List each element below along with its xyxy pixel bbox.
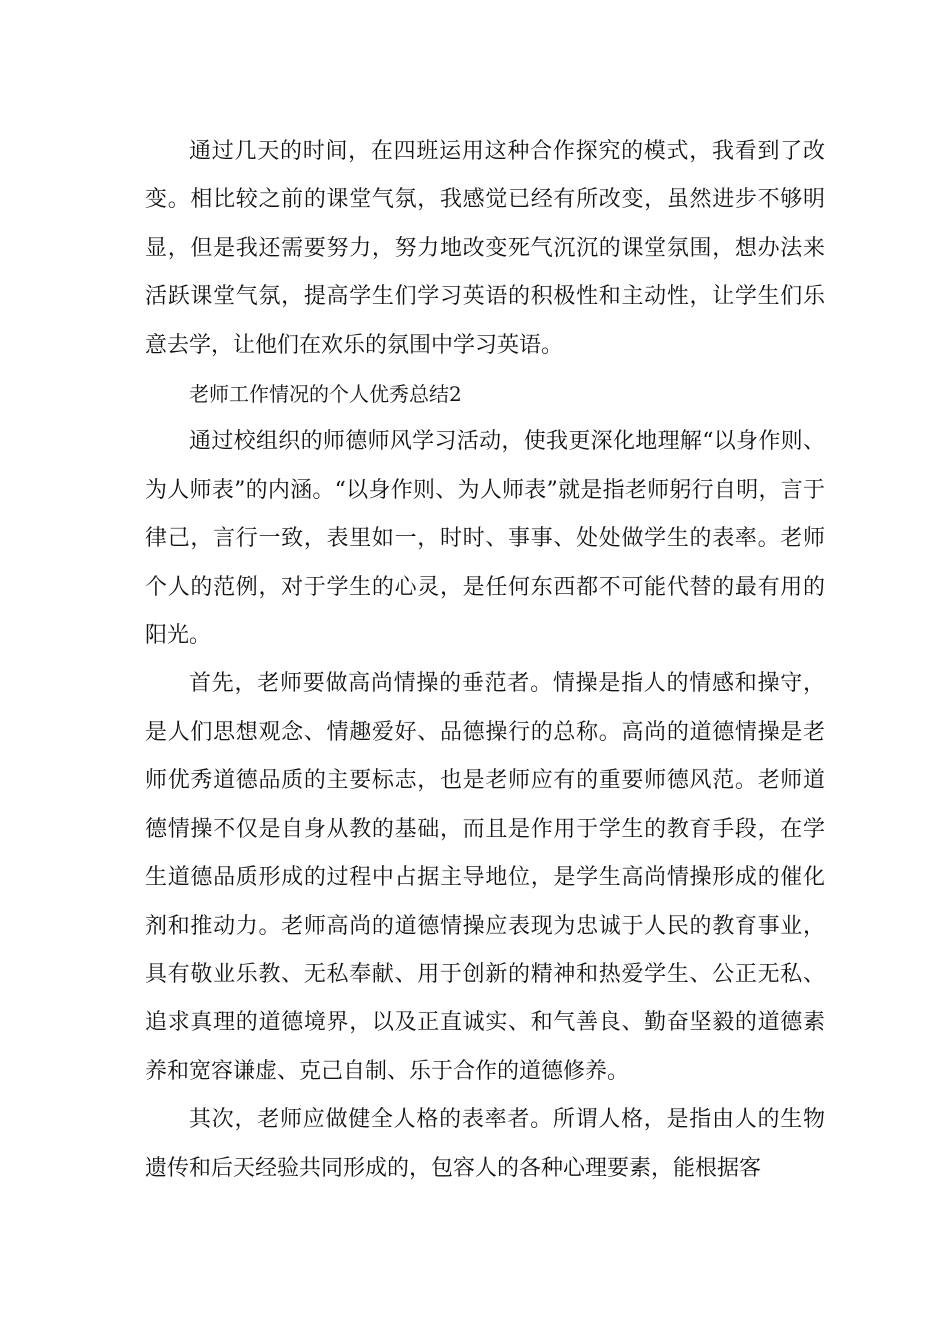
section-heading: 老师工作情况的个人优秀总结2 <box>189 382 462 407</box>
paragraph-4: 其次，老师应做健全人格的表率者。所谓人格，是指由人的生物遗传和后天经验共同形成的，包容人的各种心理要素，能根据客 <box>145 1107 825 1181</box>
document-body <box>145 128 825 1193</box>
paragraph-2: 通过校组织的师德师风学习活动，使我更深化地理解“以身作则、为人师表”的内涵。“以身作则、为人师表”就是指老师躬行自明，言于律己，言行一致，表里如一，时时、事事、处处做学生的表率。老师个人的范例，对于学生的心灵，是任何东西都不可能代替的最有用的阳光。 <box>145 429 825 649</box>
paragraph-1: 通过几天的时间，在四班运用这种合作探究的模式，我看到了改变。相比较之前的课堂气氛，我感觉已经有所改变，虽然进步不够明显，但是我还需要努力，努力地改变死气沉沉的课堂氛围，想办法来活跃课堂气氛，提高学生们学习英语的积极性和主动性，让学生们乐意去学，让他们在欢乐的氛围中学习英语。 <box>145 139 825 358</box>
paragraph-3: 首先，老师要做高尚情操的垂范者。情操是指人的情感和操守，是人们思想观念、情趣爱好、品德操行的总称。高尚的道德情操是老师优秀道德品质的主要标志，也是老师应有的重要师德风范。老师道德情操不仅是自身从教的基础，而且是作用于学生的教育手段，在学生道德品质形成的过程中占据主导地位，是学生高尚情操形成的催化剂和推动力。老师高尚的道德情操应表现为忠诚于人民的教育事业，具有敬业乐教、无私奉献、用于创新的精神和热爱学生、公正无私、追求真理的道德境界，以及正直诚实、和气善良、勤奋坚毅的道德素养和宽容谦虚、克己自制、乐于合作的道德修养。 <box>145 671 825 1084</box>
